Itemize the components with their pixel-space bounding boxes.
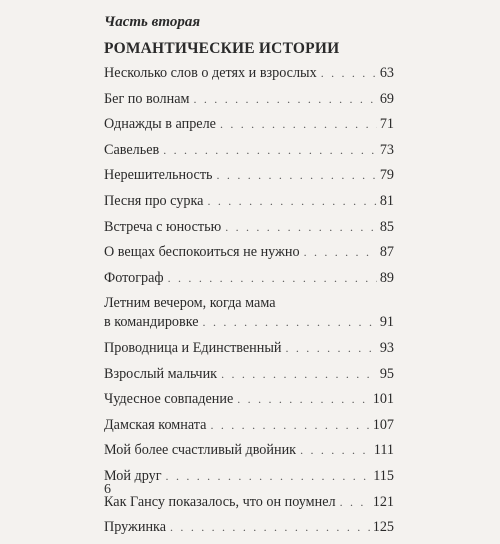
toc-entry-page: 85 [379,218,394,235]
toc-entry-page: 91 [379,314,394,331]
toc-entry-title: Однажды в апреле [104,116,216,133]
toc-entry-page: 95 [379,365,394,382]
toc-entry-title: Савельев [104,141,160,158]
page-number: 6 [104,482,111,497]
toc-entry-page: 63 [379,65,394,81]
dot-leader [286,339,377,358]
toc-entry [104,441,394,460]
dot-leader [221,365,377,384]
dot-leader [163,141,377,160]
toc-entry-page: 111 [373,442,394,459]
toc-entry-title-line1: Летним вечером, когда мама [104,295,276,312]
dot-leader [166,467,371,486]
toc-entry-page: 79 [379,167,394,184]
toc-entry-title: Как Гансу показалось, что он поумнел [104,493,336,510]
toc-entry-page: 87 [379,244,394,261]
toc-entry-title: Встреча с юностью [104,218,222,235]
toc-entry-page: 89 [379,269,394,286]
toc-entry-title: Мой более счастливый двойник [104,442,297,459]
toc-entry [104,243,394,262]
dot-leader [340,493,370,512]
toc-entry-title: Дамская комната [104,416,207,433]
toc-entry-title: Бег по волнам [104,90,190,107]
dot-leader [304,243,377,262]
toc-entry-title: О вещах беспокоиться не нужно [104,244,300,261]
toc-entry [104,192,394,211]
toc-entry-page: 101 [372,391,394,408]
toc-entry [104,294,394,332]
toc-entry-page: 121 [372,493,394,510]
toc-entry-page: 73 [379,141,394,158]
toc-entry [104,218,394,237]
dot-leader [300,441,371,460]
dot-leader [207,192,376,211]
toc-entry [104,416,394,435]
toc-entry [104,166,394,185]
toc-entry-title: Пружинка [104,519,167,536]
toc-entry [104,90,394,109]
toc-entry-page: 125 [372,519,394,536]
section-title: РОМАНТИЧЕСКИЕ ИСТОРИИ [104,40,340,57]
toc-entry-title: Несколько слов о детях и взрослых [104,65,317,81]
toc-entry [104,365,394,384]
toc-entry [104,467,394,486]
toc-entry [104,64,394,83]
toc-entry [104,141,394,160]
toc-entry-title: Нерешительность [104,167,213,184]
dot-leader [237,390,369,409]
toc-entry-page: 115 [373,467,394,484]
toc-entry-title: Фотограф [104,269,164,286]
toc-entry-page: 93 [379,339,394,356]
toc-entry [104,390,394,409]
part-label: Часть вторая [104,14,201,30]
dot-leader [210,416,369,435]
toc-entry [104,339,394,358]
dot-leader [168,269,377,288]
dot-leader [321,64,377,83]
toc-entry-title: Взрослый мальчик [104,365,218,382]
dot-leader [217,166,377,185]
toc-entry [104,269,394,288]
dot-leader [194,90,377,109]
toc-entry-page: 71 [379,116,394,133]
toc-entry-title: Проводница и Единственный [104,339,282,356]
toc-entry [104,115,394,134]
toc-entry [104,493,394,512]
toc-entry [104,518,394,537]
table-of-contents [104,64,394,544]
toc-entry-page: 81 [379,192,394,209]
toc-entry-title: Чудесное совпадение [104,391,234,408]
dot-leader [203,313,377,332]
toc-entry-title: Мой друг [104,467,162,484]
dot-leader [220,115,377,134]
dot-leader [225,218,377,237]
toc-entry-page: 107 [372,416,394,433]
dot-leader [170,518,370,537]
toc-entry-title: в командировке [104,314,199,331]
toc-entry-title: Песня про сурка [104,192,204,209]
toc-entry-page: 69 [379,90,394,107]
